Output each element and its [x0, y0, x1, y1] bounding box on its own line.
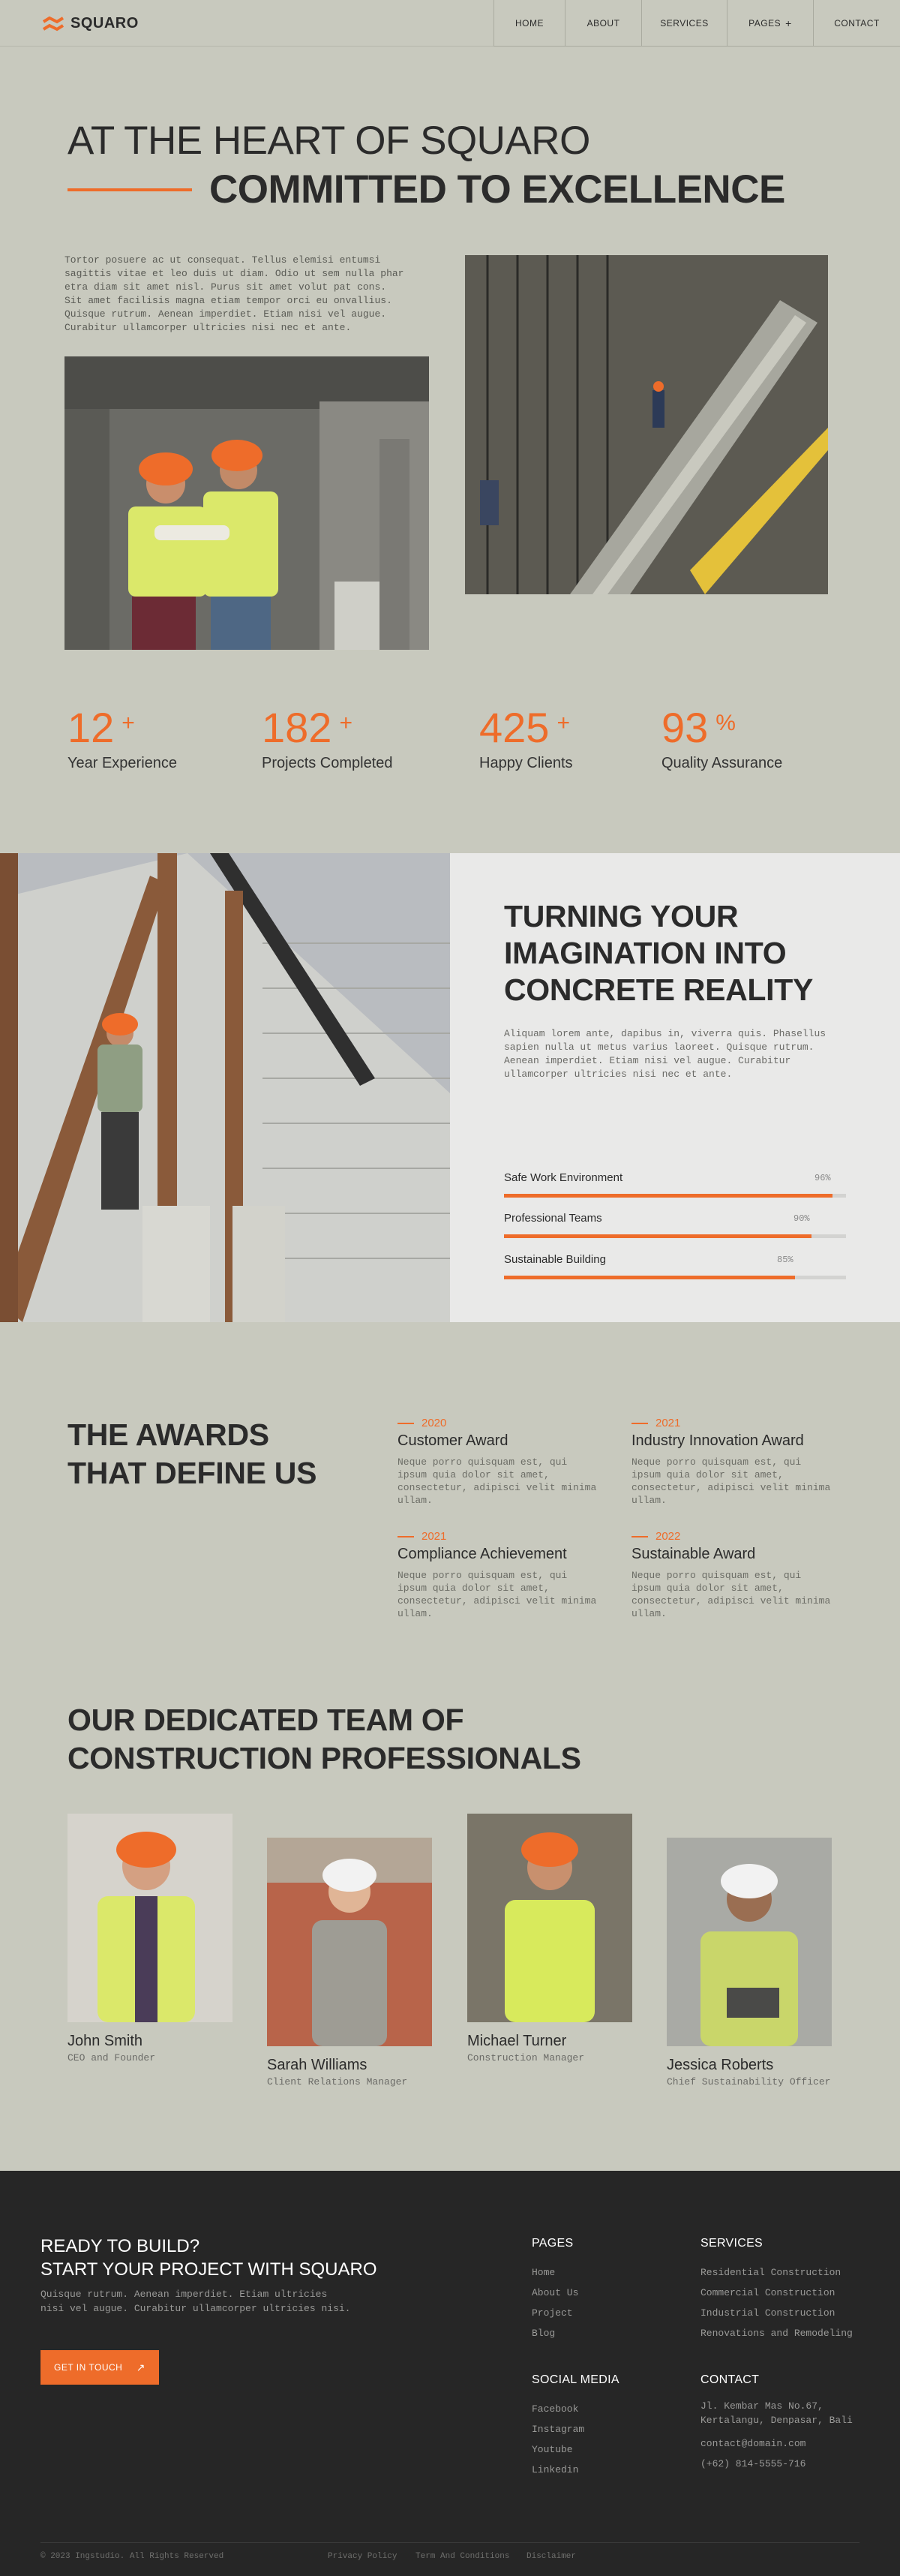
award-year: [632, 1530, 834, 1543]
award-year-text: 2021: [422, 1530, 447, 1543]
skill-bar: [504, 1212, 846, 1225]
skill-fill: [504, 1234, 812, 1238]
footer-social: [532, 2373, 620, 2480]
footer-service-link[interactable]: Residential Construction: [700, 2267, 842, 2278]
footer-service-link[interactable]: Industrial Construction: [700, 2307, 836, 2319]
stat-clients: [479, 705, 573, 772]
contact-phone[interactable]: (+62) 814-5555-716: [700, 2458, 806, 2469]
footer-services: [700, 2237, 853, 2343]
skill-label: Safe Work Environment: [504, 1171, 623, 1184]
hero-title-line1: AT THE HEART OF SQUARO: [68, 119, 590, 163]
social-youtube[interactable]: Youtube: [532, 2444, 573, 2455]
member-photo: [68, 1814, 232, 2022]
team-member: [467, 1814, 632, 2064]
skill-percent: 90%: [794, 1213, 810, 1224]
nav-pages[interactable]: [727, 0, 813, 47]
member-name: Sarah Williams: [267, 2057, 368, 2073]
stat-quality: [662, 705, 782, 772]
member-role: Construction Manager: [467, 2052, 585, 2064]
footer-link-blog[interactable]: Blog: [532, 2328, 556, 2339]
footer-link-project[interactable]: Project: [532, 2307, 573, 2319]
team-member: [68, 1814, 232, 2064]
member-name: Jessica Roberts: [667, 2057, 774, 2073]
award-desc: Neque porro quisquam est, qui ipsum quia dolor sit amet, consectetur, adipisci velit minima ullam.: [398, 1456, 597, 1506]
footer-contact: [700, 2373, 866, 2474]
member-photo: [267, 1838, 432, 2046]
award-name: Industry Innovation Award: [632, 1432, 804, 1449]
skill-label: Professional Teams: [504, 1212, 602, 1225]
award-year: [632, 1417, 834, 1429]
member-photo: [467, 1814, 632, 2022]
skill-fill: [504, 1276, 795, 1279]
skill-track: [504, 1276, 846, 1279]
award-item: [398, 1417, 600, 1507]
awards-title: THE AWARDS THAT DEFINE US: [68, 1417, 317, 1490]
social-linkedin[interactable]: Linkedin: [532, 2464, 579, 2475]
footer-social-title: SOCIAL MEDIA: [532, 2373, 620, 2386]
footer-link-home[interactable]: Home: [532, 2267, 556, 2278]
stat-label: Projects Completed: [262, 755, 393, 771]
award-year: [398, 1530, 600, 1543]
plus-icon: +: [785, 17, 792, 29]
hero-title-line2: COMMITTED TO EXCELLENCE: [209, 167, 785, 212]
team-title: OUR DEDICATED TEAM OF CONSTRUCTION PROFESSIONALS: [68, 1703, 581, 1775]
stat-projects: [262, 705, 393, 772]
logo-icon: [42, 17, 64, 32]
imagination-text: Aliquam lorem ante, dapibus in, viverra quis. Phasellus sapien nulla ut metus varius laoreet. Quisque rutrum. Aenean imperdiet. Etiam nisi vel augue. Curabitur ullamcorper ultricies nisi nec et ante.: [504, 1028, 826, 1080]
hero-accent-line: [68, 188, 192, 191]
footer-contact-title: CONTACT: [700, 2373, 760, 2386]
award-desc: Neque porro quisquam est, qui ipsum quia dolor sit amet, consectetur, adipisci velit minima ullam.: [632, 1456, 831, 1506]
construction-site-photo: [465, 255, 828, 594]
imagination-panel: [450, 853, 900, 1322]
get-in-touch-button[interactable]: [40, 2350, 159, 2385]
skill-track: [504, 1194, 846, 1198]
site-header: [0, 0, 900, 47]
stat-value: 182: [262, 704, 332, 751]
social-instagram[interactable]: Instagram: [532, 2424, 585, 2435]
skill-percent: 85%: [777, 1255, 794, 1265]
award-year-text: 2022: [656, 1530, 681, 1543]
award-item: [632, 1417, 834, 1507]
footer-service-link[interactable]: Renovations and Remodeling: [700, 2328, 853, 2339]
member-role: Chief Sustainability Officer: [667, 2076, 831, 2088]
nav-pages-label: PAGES: [748, 17, 782, 29]
stat-suffix: +: [122, 711, 135, 735]
disclaimer-link[interactable]: Disclaimer: [526, 2552, 577, 2561]
stat-label: Year Experience: [68, 755, 178, 771]
social-facebook[interactable]: Facebook: [532, 2403, 579, 2415]
footer-link-about[interactable]: About Us: [532, 2287, 579, 2298]
main-nav: [494, 0, 900, 47]
nav-services[interactable]: SERVICES: [641, 0, 727, 47]
member-role: CEO and Founder: [68, 2052, 156, 2064]
award-item: [632, 1530, 834, 1620]
skill-bar: [504, 1253, 846, 1266]
footer-cta-line2: START YOUR PROJECT WITH SQUARO: [40, 2259, 377, 2280]
footer-services-title: SERVICES: [700, 2237, 764, 2250]
member-name: John Smith: [68, 2033, 143, 2049]
skill-fill: [504, 1194, 832, 1198]
award-item: [398, 1530, 600, 1620]
engineers-photo: [64, 356, 429, 650]
stat-suffix: +: [339, 711, 352, 735]
footer-bottom-bar: [40, 2542, 860, 2561]
stat-suffix: %: [716, 711, 736, 735]
member-photo: [667, 1838, 832, 2046]
footer-pages-title: PAGES: [532, 2237, 574, 2250]
award-name: Customer Award: [398, 1432, 508, 1449]
skill-label: Sustainable Building: [504, 1253, 606, 1266]
award-year-text: 2020: [422, 1417, 447, 1429]
team-member: [267, 1838, 432, 2088]
hero-text: Tortor posuere ac ut consequat. Tellus elemisi entumsi sagittis vitae et leo duis ut diam. Odio ut sem nulla phar etra diam sit amet nisl. Purus sit amet volut pat cons. Sit amet facilisis magna etiam tempor orci eu onvallius. Quisque rutrum. Aenean imperdiet. Etiam nisi vel augue. Curabitur ullamcorper ultricies nisi nec et ante.: [64, 254, 404, 333]
copyright: © 2023 Ingstudio. All Rights Reserved: [40, 2552, 224, 2561]
member-role: Client Relations Manager: [267, 2076, 408, 2088]
contact-email[interactable]: contact@domain.com: [700, 2438, 806, 2449]
imagination-title: TURNING YOUR IMAGINATION INTO CONCRETE REALITY: [504, 899, 814, 1007]
award-name: Compliance Achievement: [398, 1546, 567, 1562]
footer-cta-line1: READY TO BUILD?: [40, 2236, 200, 2256]
arrow-up-right-icon: ↗: [136, 2361, 146, 2373]
footer-cta: [40, 2235, 377, 2281]
nav-about[interactable]: ABOUT: [565, 0, 641, 47]
stat-value: 12: [68, 704, 115, 751]
stat-suffix: +: [556, 711, 570, 735]
member-name: Michael Turner: [467, 2033, 567, 2049]
stat-value: 93: [662, 704, 709, 751]
award-year: [398, 1417, 600, 1429]
team-member: [667, 1838, 832, 2088]
brand-name: SQUARO: [70, 15, 139, 32]
nav-home[interactable]: HOME: [494, 0, 565, 47]
button-label: GET IN TOUCH: [54, 2362, 123, 2373]
skill-percent: 96%: [814, 1173, 831, 1183]
logo[interactable]: [42, 15, 139, 32]
contact-address: Jl. Kembar Mas No.67, Kertalangu, Denpasar, Bali: [700, 2400, 853, 2426]
stat-label: Quality Assurance: [662, 755, 783, 771]
skill-bar: [504, 1171, 846, 1184]
footer-service-link[interactable]: Commercial Construction: [700, 2287, 836, 2298]
footer-pages: [532, 2237, 578, 2343]
privacy-policy-link[interactable]: Privacy Policy: [328, 2552, 398, 2561]
terms-link[interactable]: Term And Conditions: [416, 2552, 510, 2561]
award-year-text: 2021: [656, 1417, 681, 1429]
footer-text: Quisque rutrum. Aenean imperdiet. Etiam ultricies nisi vel augue. Curabitur ullamcorper ultricies nisi.: [40, 2289, 351, 2314]
award-desc: Neque porro quisquam est, qui ipsum quia dolor sit amet, consectetur, adipisci velit minima ullam.: [398, 1570, 597, 1619]
worker-roof-photo: [0, 853, 450, 1322]
skill-track: [504, 1234, 846, 1238]
award-name: Sustainable Award: [632, 1546, 756, 1562]
site-footer: [0, 2171, 900, 2576]
award-desc: Neque porro quisquam est, qui ipsum quia dolor sit amet, consectetur, adipisci velit minima ullam.: [632, 1570, 831, 1619]
stat-label: Happy Clients: [479, 755, 573, 771]
nav-contact[interactable]: CONTACT: [813, 0, 900, 47]
imagination-section: [0, 853, 900, 1322]
stat-value: 425: [479, 704, 550, 751]
stat-years: [68, 705, 177, 772]
